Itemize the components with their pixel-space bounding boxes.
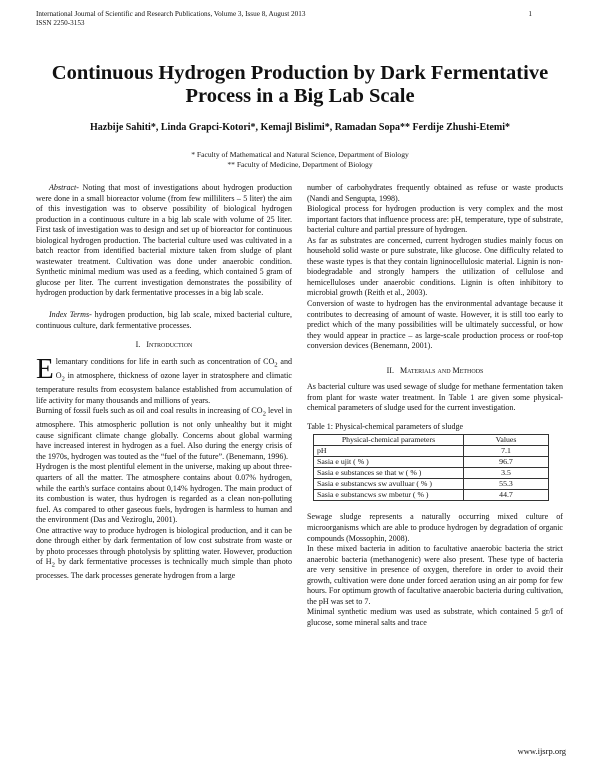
table-caption: Table 1: Physical-chemical parameters of sludge <box>307 421 464 431</box>
abstract <box>36 183 292 299</box>
table-row: Sasia e substancws sw avulluar ( % ) 55.3 <box>314 479 549 490</box>
table-row: Sasia e substancws sw mbetur ( % ) 44.7 <box>314 490 549 501</box>
parameters-table <box>313 434 549 501</box>
intro-paragraph-4: One attractive way to produce hydrogen is biological production, and it can be done through either by dark fermentation of low cost substrate from waste or by photo processes through photolysis by splitting water. However, production of $H_2$ by dark fermentative processes is technically much simple than photo processes. The dark processes generate hydrogen from a large <box>36 525 292 581</box>
abstract-label: Abstract- <box>49 183 79 192</box>
abstract-text: Noting that most of investigations about hydrogen production were done in a small bioreactor volume (from few milliliters – 5 liter) the aim of this investigation was to observe possibility of biological hydrogen production in a continuous culture in a big lab scale with volume of 25 liter. First task of investigation was to design and set up of bioreactor for continuous biological hydrogen production. The bacterial culture used was cultivated in a batch reactor from identified bacterial mixture taken from sludge of plant wastewater treatment. Cultivation was done under anaerobic condition. Synthetic minimal medium was used as a feeding, which contained 5 gram of glucose per liter. The current investigation demonstrates the possibility of hydrogen production by dark fermentative processes in a big lab scale. <box>36 183 292 298</box>
right-column <box>307 183 563 629</box>
author-list: Hazbije Sahiti*, Linda Grapci-Kotori*, Kemajl Bislimi*, Ramadan Sopa** Ferdije Zhushi-Etemi* <box>89 122 510 133</box>
paper-title <box>30 62 570 108</box>
index-terms-label: Index Terms- <box>49 310 92 320</box>
title-line-1: Continuous Hydrogen Production by Dark Fermentative <box>51 62 549 84</box>
intro-continued-4: Conversion of waste to hydrogen has the environmental advantage because it contributes to decreasing of amount of waste. However, it is still too early to predict which of the many possibilities will be ultimately successful, or how they would appear in practice – as large-scale production process or roof-top conversion devices (Benemann, 2001). <box>307 299 563 351</box>
methods-paragraph-3: In these mixed bacteria in adition to facultative anaerobic bacteria the strict anaerobic bacteria (methanogenic) were also present. These type of bacteria are very sensitive in presence of oxygen, therefore in order to avoid their growth, cultivation were done under forced aeration using an air pomp for few hours. For optimum growth of facultative anaerobic bacteria during cultivation, the pH was set to 7. <box>307 544 563 606</box>
drop-cap: E <box>36 352 54 385</box>
table-row: Sasia e ujit ( % ) 96.7 <box>314 457 549 468</box>
section-heading-introduction: I. Introduction <box>135 340 193 350</box>
table-row: Sasia e substances se that w ( % ) 3.5 <box>314 468 549 479</box>
methods-paragraph-1: As bacterial culture was used sewage of sludge for methane fermentation taken from plant for waste water treatment. In Table 1 are given some physical-chemical parameters of sludge used for the current investigation. <box>307 382 563 413</box>
table-header-cell: Physical-chemical parameters <box>314 435 464 446</box>
page-number: 1 <box>528 10 532 18</box>
intro-continued-2: Biological process for hydrogen production is very complex and the most important factors that influence process are: pH, temperature, type of substrate, bacterial culture and partial pressure of hydrogen. <box>307 204 563 235</box>
affiliation-1: * Faculty of Mathematical and Natural Science, Department of Biology <box>191 150 409 159</box>
journal-header <box>36 10 305 28</box>
intro-continued-1: number of carbohydrates frequently obtained as refuse or waste products (Nandi and Sengupta, 1998). <box>307 183 563 203</box>
methods-paragraph-4: Minimal synthetic medium was used as substrate, which contained 5 gr/l of glucose, some mineral salts and trace <box>307 607 563 627</box>
affiliations <box>30 150 570 170</box>
table-header-cell: Values <box>464 435 549 446</box>
intro-paragraph-1: Elemantary conditions for life in earth such as concentration of $CO_2$ and $O_2$ in atmosphere, thickness of ozone layer in stratosphere and climatic temperature results from ecosystem balance established from accumulation of life activity for many thousands and millions of years. <box>36 352 292 405</box>
title-line-2: Process in a Big Lab Scale <box>185 85 415 107</box>
table-row: pH 7.1 <box>314 446 549 457</box>
index-terms <box>36 310 292 331</box>
methods-paragraph-2: Sewage sludge represents a naturally occurring mixed culture of microorganisms which are able to produce hydrogen by degradation of organic compounds (Mossophin, 2008). <box>307 512 563 543</box>
issn: ISSN 2250-3153 <box>36 19 85 27</box>
table-header-row <box>314 435 549 446</box>
intro-paragraph-2: Burning of fossil fuels such as oil and coal results in increasing of $CO_2$ level in atmosphere. This atmospheric pollution is not only unhealthy but it might cause significant climate change globally. Concerns about global warming have increased interest in hydrogen as a fuel. Also during the energy crisis of the 1970s, hydrogen was touted as the “fuel of the future”. (Benemann, 1996). <box>36 406 293 461</box>
index-terms-text: hydrogen production, big lab scale, mixed bacterial culture, continuous culture, dark fermentative processes. <box>36 310 292 330</box>
section-heading-methods: II. Materials and Methods <box>386 365 484 375</box>
footer-url[interactable]: www.ijsrp.org <box>517 746 566 756</box>
intro-paragraph-3: Hydrogen is the most plentiful element in the universe, making up about three-quarters of all the matter. The atmosphere contains about 0.07% hydrogen, while the earth's surface contains about 0,14% hydrogen. The main product of its combustion is water, thus hydrogen is regarded as a clean non-polluting fuel. As compared to other gaseous fuels, hydrogen is harmless to human and the environment (Das and Veziroglu, 2001). <box>36 462 292 525</box>
affiliation-2: ** Faculty of Medicine, Department of Biology <box>227 160 373 169</box>
journal-line: International Journal of Scientific and Research Publications, Volume 3, Issue 8, August 2013 <box>36 10 306 18</box>
left-column <box>36 183 292 582</box>
intro-continued-3: As far as substrates are concerned, current hydrogen studies mainly focus on household solid waste or pure substrate, like glucose. One difficulty related to these waste types is that they contain ligninocellulosic material. Lignin is non-biodegradable and strongly hampers the utilization of cellulose and hemicelluloses under anaerobic conditions. Lignin is often inhibitory to microbial growth (Reith et al., 2003). <box>307 235 563 298</box>
